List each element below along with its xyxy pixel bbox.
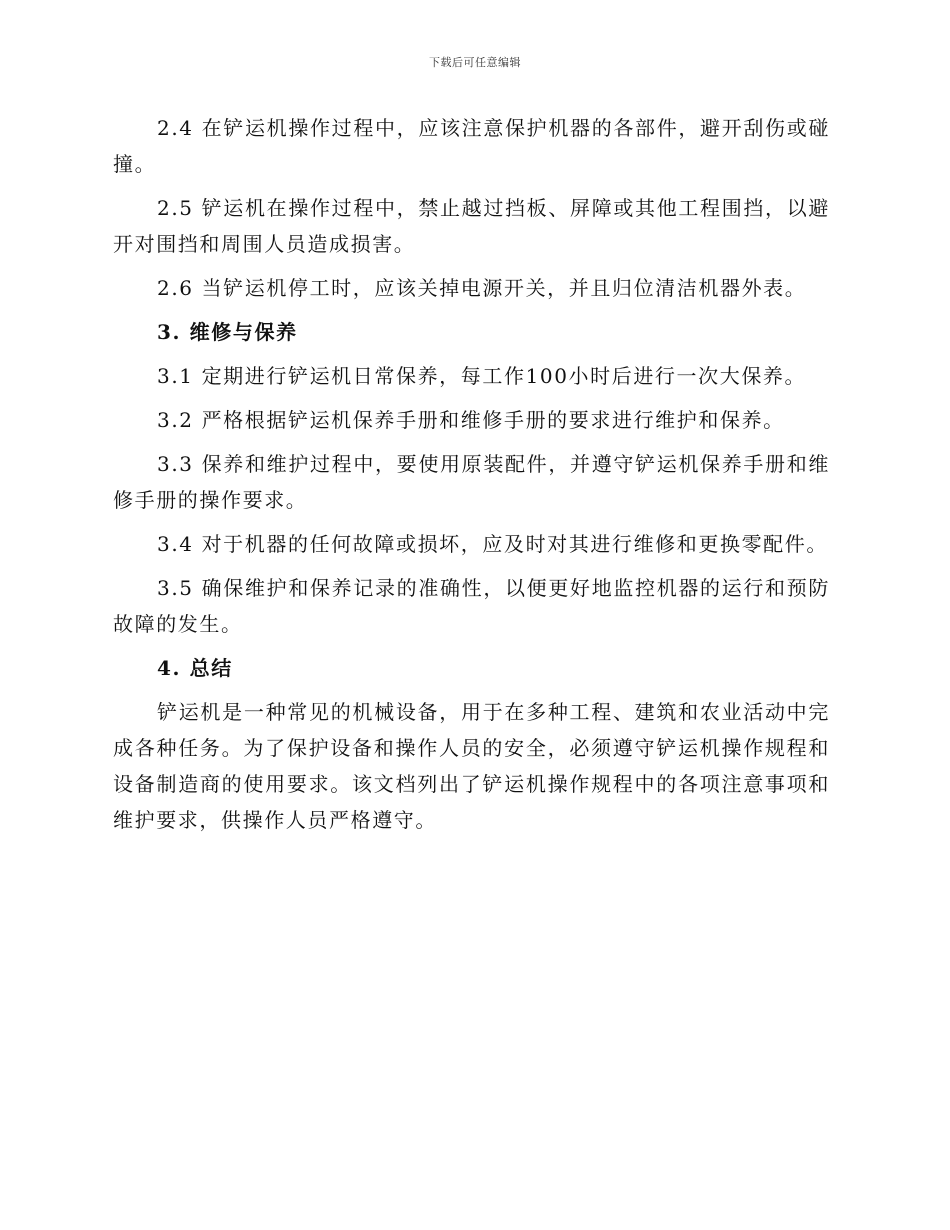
paragraph-2-4: 2.4 在铲运机操作过程中，应该注意保护机器的各部件，避开刮伤或碰撞。 [113,116,830,176]
paragraph-3-1: 3.1 定期进行铲运机日常保养，每工作100小时后进行一次大保养。 [157,364,807,388]
section-heading-3: 3. 维修与保养 [157,320,298,344]
paragraph-3-3: 3.3 保养和维护过程中，要使用原装配件，并遵守铲运机保养手册和维修手册的操作要求。 [113,452,830,512]
paragraph-summary: 铲运机是一种常见的机械设备，用于在多种工程、建筑和农业活动中完成各种任务。为了保护设备和操作人员的安全，必须遵守铲运机操作规程和设备制造商的使用要求。该文档列出了铲运机操作规程中的各项注意事项和维护要求，供操作人员严格遵守。 [113,700,830,832]
document-body [113,110,830,846]
paragraph-2-6: 2.6 当铲运机停工时，应该关掉电源开关，并且归位清洁机器外表。 [157,276,807,300]
paragraph-3-4: 3.4 对于机器的任何故障或损坏，应及时对其进行维修和更换零配件。 [157,532,828,556]
paragraph-3-5: 3.5 确保维护和保养记录的准确性，以便更好地监控机器的运行和预防故障的发生。 [113,576,830,636]
paragraph-2-5: 2.5 铲运机在操作过程中，禁止越过挡板、屏障或其他工程围挡，以避开对围挡和周围人员造成损害。 [113,196,830,256]
paragraph-3-2: 3.2 严格根据铲运机保养手册和维修手册的要求进行维护和保养。 [157,408,785,432]
page-header: 下载后可任意编辑 [429,56,521,69]
section-heading-4: 4. 总结 [157,656,233,680]
